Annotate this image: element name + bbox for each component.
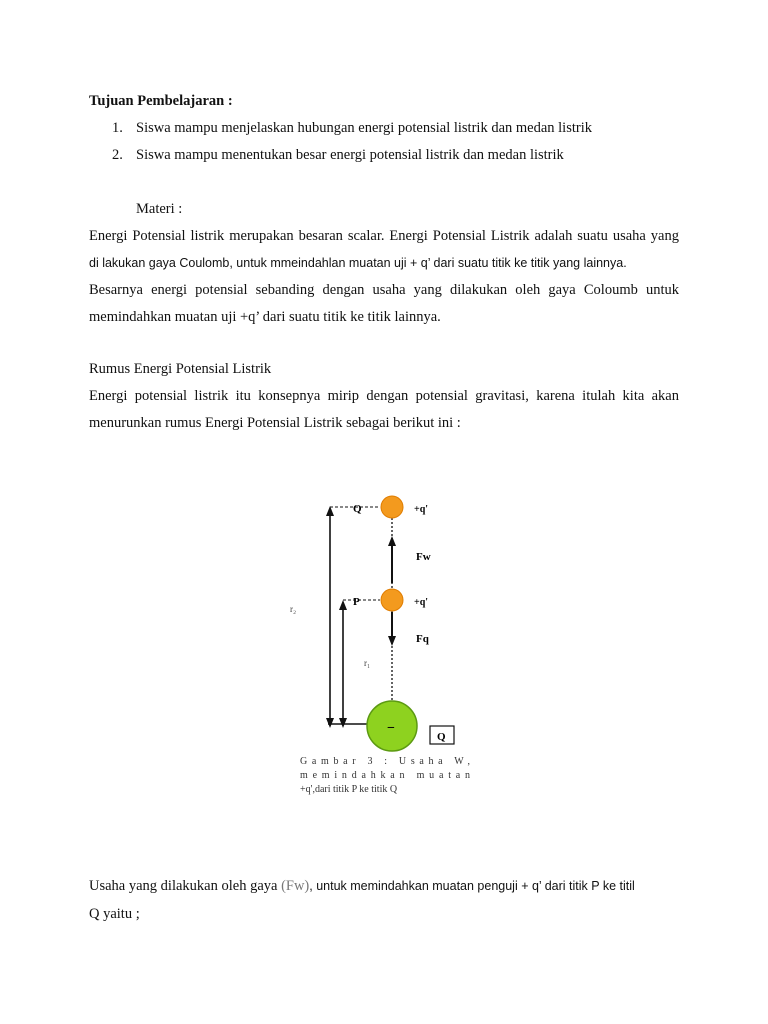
bottom-text-part: Usaha yang dilakukan oleh gaya [89,878,282,894]
paragraph-line: Energi potensial listrik itu konsepnya mirip dengan potensial gravitasi, karena itulah kita akan [89,388,679,404]
section-title: Rumus Energi Potensial Listrik [89,361,272,377]
figure-caption-line: +q',dari titik P ke titik Q [300,784,398,795]
paragraph-line: menurunkan rumus Energi Potensial Listrik sebagai berikut ini : [89,415,461,431]
fq-arrowhead [388,636,396,646]
r1-arrowhead-bottom [339,718,347,728]
bottom-paragraph-line [89,877,679,895]
test-charge-p [381,589,403,611]
list-number: 2. [112,147,123,163]
figure-caption-line: Gambar 3 : Usaha W, [300,756,470,767]
r1-arrowhead-top [339,600,347,610]
list-number: 1. [112,120,123,136]
list-item: Siswa mampu menentukan besar energi potensial listrik dan medan listrik [136,147,564,163]
heading: Tujuan Pembelajaran : [89,93,233,109]
label-q: Q [353,503,362,515]
label-r2: r₂ [290,604,297,614]
materi-label: Materi : [136,201,183,217]
potential-energy-diagram [280,488,490,808]
label-charge-top: +q' [414,504,429,515]
label-center-sign: − [387,721,395,736]
label-r1: r₁ [364,658,371,668]
figure-caption-line: memindahkan muatan [300,770,470,781]
label-p: P [353,596,360,608]
bottom-text-part: , untuk memindahkan muatan penguji + q’ dari titik P ke titil [309,879,635,893]
paragraph-line: di lakukan gaya Coulomb, untuk mmeindahlan muatan uji + q’ dari suatu titik ke titik yang lainnya. [89,256,627,270]
label-fq: Fq [416,633,429,645]
label-fw: Fw [416,551,431,563]
test-charge-q [381,496,403,518]
label-box-q: Q [437,731,446,743]
fw-arrowhead [388,536,396,546]
bottom-paragraph-line: Q yaitu ; [89,906,140,922]
paragraph-line: Besarnya energi potensial sebanding dengan usaha yang dilakukan oleh gaya Coloumb untuk [89,282,679,298]
label-charge-mid: +q' [414,597,429,608]
list-item: Siswa mampu menjelaskan hubungan energi potensial listrik dan medan listrik [136,120,592,136]
r2-arrowhead-bottom [326,718,334,728]
fw-reference: (Fw) [281,878,310,894]
paragraph-line: Energi Potensial listrik merupakan besaran scalar. Energi Potensial Listrik adalah suatu usaha yang [89,228,679,244]
paragraph-line: memindahkan muatan uji +q’ dari suatu titik ke titik lainnya. [89,309,441,325]
